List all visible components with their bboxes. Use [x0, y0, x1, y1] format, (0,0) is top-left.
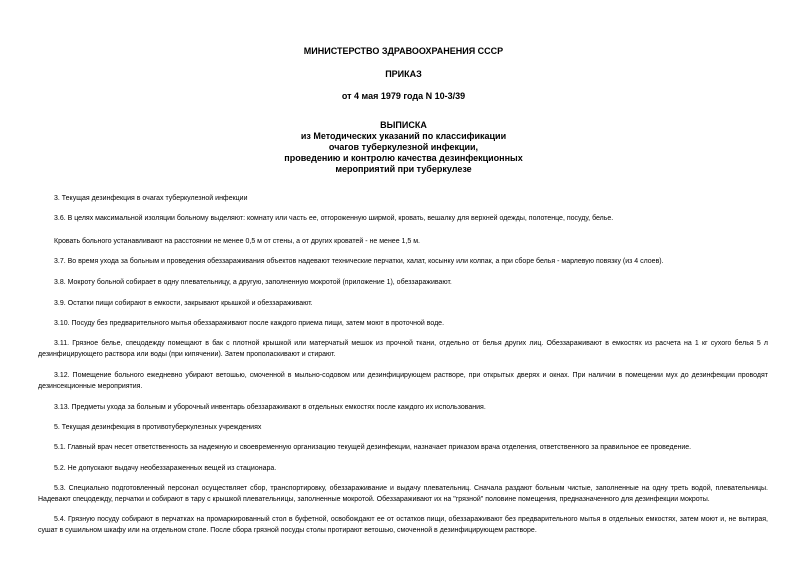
paragraph: 5.4. Грязную посуду собирают в перчатках на промаркированный стол в буфетной, освобождают ее от остатков пищи, обеззараживают без предварительного мытья в отдельных емкостях, затем моют и, не вытирая, сушат в сушильном шкафу или на отдельном столе. После сбора грязной посуды столы протирают ветошью, смоченной в дезинфицирующем растворе. [38, 516, 768, 534]
paragraph: 3.11. Грязное белье, спецодежду помещают в бак с плотной крышкой или матерчатый мешок из прочной ткани, отдельно от белья других лиц. Обеззараживают в емкостях из расчета на 1 кг сухого белья 5 л дезинфицирующего раствора или воды (при кипячении). Затем прополаскивают и стирают. [38, 340, 768, 358]
document-type-heading: ПРИКАЗ [385, 69, 422, 79]
paragraph: 3. Текущая дезинфекция в очагах туберкулезной инфекции [54, 195, 248, 202]
paragraph: 3.7. Во время ухода за больным и проведения обеззараживания объектов надевают технические перчатки, халат, косынку или колпак, а при сборе белья - марлевую повязку (из 4 слоев). [54, 258, 664, 265]
subtitle-line: из Методических указаний по классификации [300, 131, 507, 141]
paragraph: 5.1. Главный врач несет ответственность за надежную и своевременную организацию текущей дезинфекции, назначает приказом врача отделения, ответственного за правильное ее проведение. [54, 444, 692, 451]
paragraph: 5.3. Специально подготовленный персонал осуществляет сбор, транспортировку, обеззараживание и выдачу плевательниц. Сначала раздают больным чистые, заполненные на одну треть водой, плевательницы. Надевают спецодежду, перчатки и собирают в тару с крышкой плевательницы, заполненные мокротой. Обеззараживают их на "грязной" половине помещения, предназначенного для дезинфекции мокроты. [38, 485, 768, 503]
subtitle-line: очагов туберкулезной инфекции, [328, 142, 479, 152]
subtitle-line: проведению и контролю качества дезинфекционных [284, 153, 523, 163]
ministry-heading: МИНИСТЕРСТВО ЗДРАВООХРАНЕНИЯ СССР [303, 46, 504, 56]
paragraph: 3.8. Мокроту больной собирает в одну плевательницу, а другую, заполненную мокротой (приложение 1), обеззараживают. [54, 279, 452, 286]
date-number-heading: от 4 мая 1979 года N 10-3/39 [341, 91, 466, 101]
paragraph: 3.13. Предметы ухода за больным и уборочный инвентарь обеззараживают в отдельных емкостях после каждого их использования. [54, 404, 486, 411]
paragraph: 5. Текущая дезинфекция в противотуберкулезных учреждениях [54, 424, 262, 431]
paragraph: 3.9. Остатки пищи собирают в емкости, закрывают крышкой и обеззараживают. [54, 300, 313, 307]
extract-title: ВЫПИСКА [380, 120, 427, 130]
paragraph: 3.12. Помещение больного ежедневно убирают ветошью, смоченной в мыльно-содовом или дезинфицирующем растворе, при открытых дверях и окнах. При наличии в помещении мух до дезинфекции проводят дезинсекционные мероприятия. [38, 372, 768, 390]
paragraph: 5.2. Не допускают выдачу необеззараженных вещей из стационара. [54, 465, 277, 472]
paragraph: 3.10. Посуду без предварительного мытья обеззараживают после каждого приема пищи, затем моют в проточной воде. [54, 320, 445, 327]
paragraph: 3.6. В целях максимальной изоляции больному выделяют: комнату или часть ее, отгороженную ширмой, кровать, вешалку для верхней одежды, полотенце, посуду, белье. [54, 215, 614, 222]
subtitle-line: мероприятий при туберкулезе [335, 164, 472, 174]
paragraph: Кровать больного устанавливают на расстоянии не менее 0,5 м от стены, а от других кроватей - не менее 1,5 м. [54, 238, 420, 245]
